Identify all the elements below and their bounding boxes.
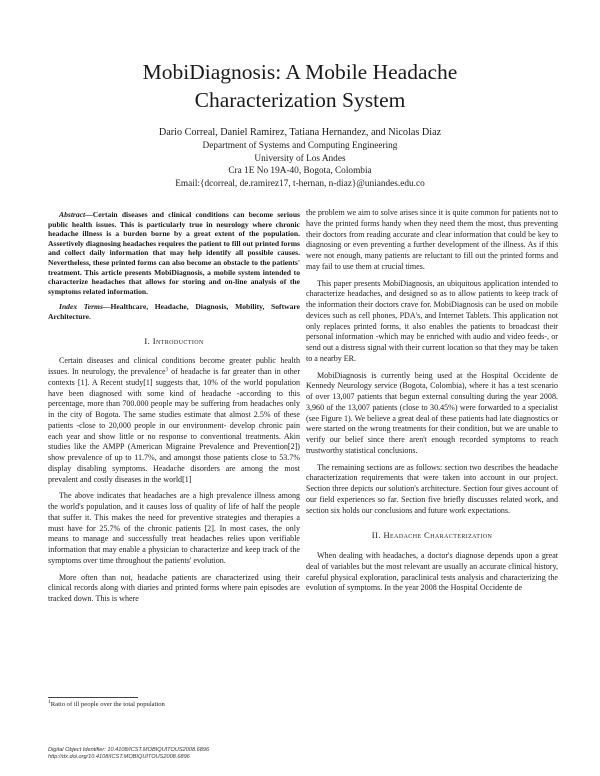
author-department: Department of Systems and Computing Engineering	[202, 141, 398, 152]
footnote-marker: 1	[165, 366, 169, 373]
title-line-1: MobiDiagnosis: A Mobile Headache	[142, 60, 458, 84]
section-2-title: Headache Characterization	[383, 530, 493, 541]
doi-block	[48, 747, 308, 761]
intro-paragraph-3: More often than not, headache patients are characterized using their clinical records along with diaries and printed forms where pain episodes are tracked down. This is where	[48, 572, 300, 604]
right-paragraph-3: MobiDiagnosis is currently being used at the Hospital Occidente de Kennedy Neurology service (Bogota, Colombia), where it has a test scenario of over 13,007 patients that begun external consulting during the year 2008. 3,960 of the 13,007 patients (close to 30.45%) were forwarded to a specialist (see Figure 1). We believe a great deal of these patients had late diagnostics or were started on the wrong treatments for their condition, but we are unable to verify our belief since there aren't enough recorded symptoms to reach trustworthy statistical conclusions.	[306, 370, 558, 455]
footnote-text: Ratio of ill people over the total population	[50, 701, 165, 708]
author-address: Cra 1E No 19A-40, Bogota, Colombia	[228, 166, 372, 177]
right-paragraph-1: the problem we aim to solve arises since it is quite common for patients not to have the printed forms handy when they need them the most, thus preventing their doctors from reading accurate and clear information that could be key to diagnosing or even preventing a further development of the illness. As if this were not enough, many patients are reluctant to fill out the printed forms and may fail to use them at crucial times.	[306, 208, 558, 271]
section-1-numeral: I.	[144, 335, 151, 346]
abstract-lead: Abstract	[59, 210, 86, 219]
abstract	[48, 210, 300, 296]
right-paragraph-4: The remaining sections are as follows: section two describes the headache characterization requirements that were taken into account in our project. Section three depicts our solution's architecture. Section four gives account of our field experiences so far. Section five briefly discusses related work, and section six holds our conclusions and future work expectations.	[306, 462, 558, 515]
doi-link[interactable]: http://dx.doi.org/10.4108/ICST.MOBIQUITOUS2008.6896	[48, 754, 190, 761]
section-heading-introduction	[48, 336, 300, 347]
abstract-text: —Certain diseases and clinical conditions can become serious public health issues. This is particularly true in neurology where chronic headache illness is a burden borne by a great extent of the population. Assertively diagnosing headaches requires the patient to fill out printed forms and collect daily information that may help identify all possible causes. Nevertheless, these printed forms can also become an obstacle to the patients' treatment. This article presents MobiDiagnosis, a mobile system intended to characterize headaches that allows for storing and on-line analysis of the symptoms related information.	[48, 210, 300, 296]
index-terms-lead: Index Terms	[59, 302, 103, 312]
section-1-title: Introduction	[152, 335, 204, 346]
index-terms	[48, 302, 300, 321]
intro-paragraph-2: The above indicates that headaches are a high prevalence illness among the world's population, and it causes loss of quality of life of half the people that suffer it. This makes the need for preventive strategies and therapies a must have for 25.7% of the chronic patients [2]. In most cases, the only means to manage and successfully treat headaches relies upon verifiable information that may enable a physician to characterize and keep track of the symptoms over time throughout the patients' evolution.	[48, 491, 300, 565]
section-2-numeral: II.	[371, 530, 381, 541]
author-university: University of Los Andes	[254, 153, 346, 164]
footnote-number: 1	[48, 698, 51, 705]
author-email: Email:{dcorreal, de.ramirez17, t-hernan, n-diaz}@uniandes.edu.co	[175, 178, 425, 189]
right-paragraph-2: This paper presents MobiDiagnosis, an ubiquitous application intended to characterize headaches, and designed so as to allow patients to keep track of the information their doctors crave for. MobiDiagnosis can be used on mobile devices such as cell phones, PDA's, and Internet Tablets. This application not only replaces printed forms, it also enables the patients to broadcast their personal information -which may be enriched with audio and video feeds-, or send out a distress signal with their current location so that they may be taken to a nearby ER.	[306, 278, 558, 363]
right-column	[306, 208, 558, 600]
section-heading-headache-characterization	[306, 530, 558, 541]
right-paragraph-5: When dealing with headaches, a doctor's diagnose depends upon a great deal of variables but the most relevant are usually an accurate clinical history, careful physical exploration, paraclinical tests analysis and characterizing the evolution of symptoms. In the year 2008 the Hospital Occidente de	[306, 551, 558, 593]
intro-paragraph-1: Certain diseases and clinical conditions become greater public health issues. In neurology, the prevalence$^1$ of headache is far greater than in other contexts [1]. A Recent study[1] suggests that, 10% of the world population have been diagnosed with some kind of headache -according to this percentage, more than 700.000 people may be suffering from headaches only in the city of Bogota. The same studies estimate that almost 2.5% of these patients -close to 20,000 people in our environment- develop chronic pain each year and show little or no response to conventional treatments. Akin studies like the AMPP (American Migraine Prevalence and Prevention[2]) show prevalence of up to 11.7%, and amongst those patients close to 53.7% display disabling symptoms. Headache disorders are among the most prevalent and costly diseases in the world[1]	[48, 356, 300, 484]
title-line-2: Characterization System	[194, 88, 406, 112]
left-column	[48, 210, 300, 611]
doi-identifier: Digital Object Identifier: 10.4108/ICST.MOBIQUITOUS2008.6896	[48, 747, 210, 753]
footnote-rule	[48, 697, 138, 698]
author-names: Dario Correal, Daniel Ramirez, Tatiana Hernandez, and Nicolas Diaz	[158, 127, 442, 138]
index-terms-text: —Healthcare, Headache, Diagnosis, Mobility, Software Architecture.	[48, 302, 300, 321]
footnote	[48, 698, 300, 709]
author-block	[0, 127, 600, 190]
paper-title	[0, 58, 600, 114]
